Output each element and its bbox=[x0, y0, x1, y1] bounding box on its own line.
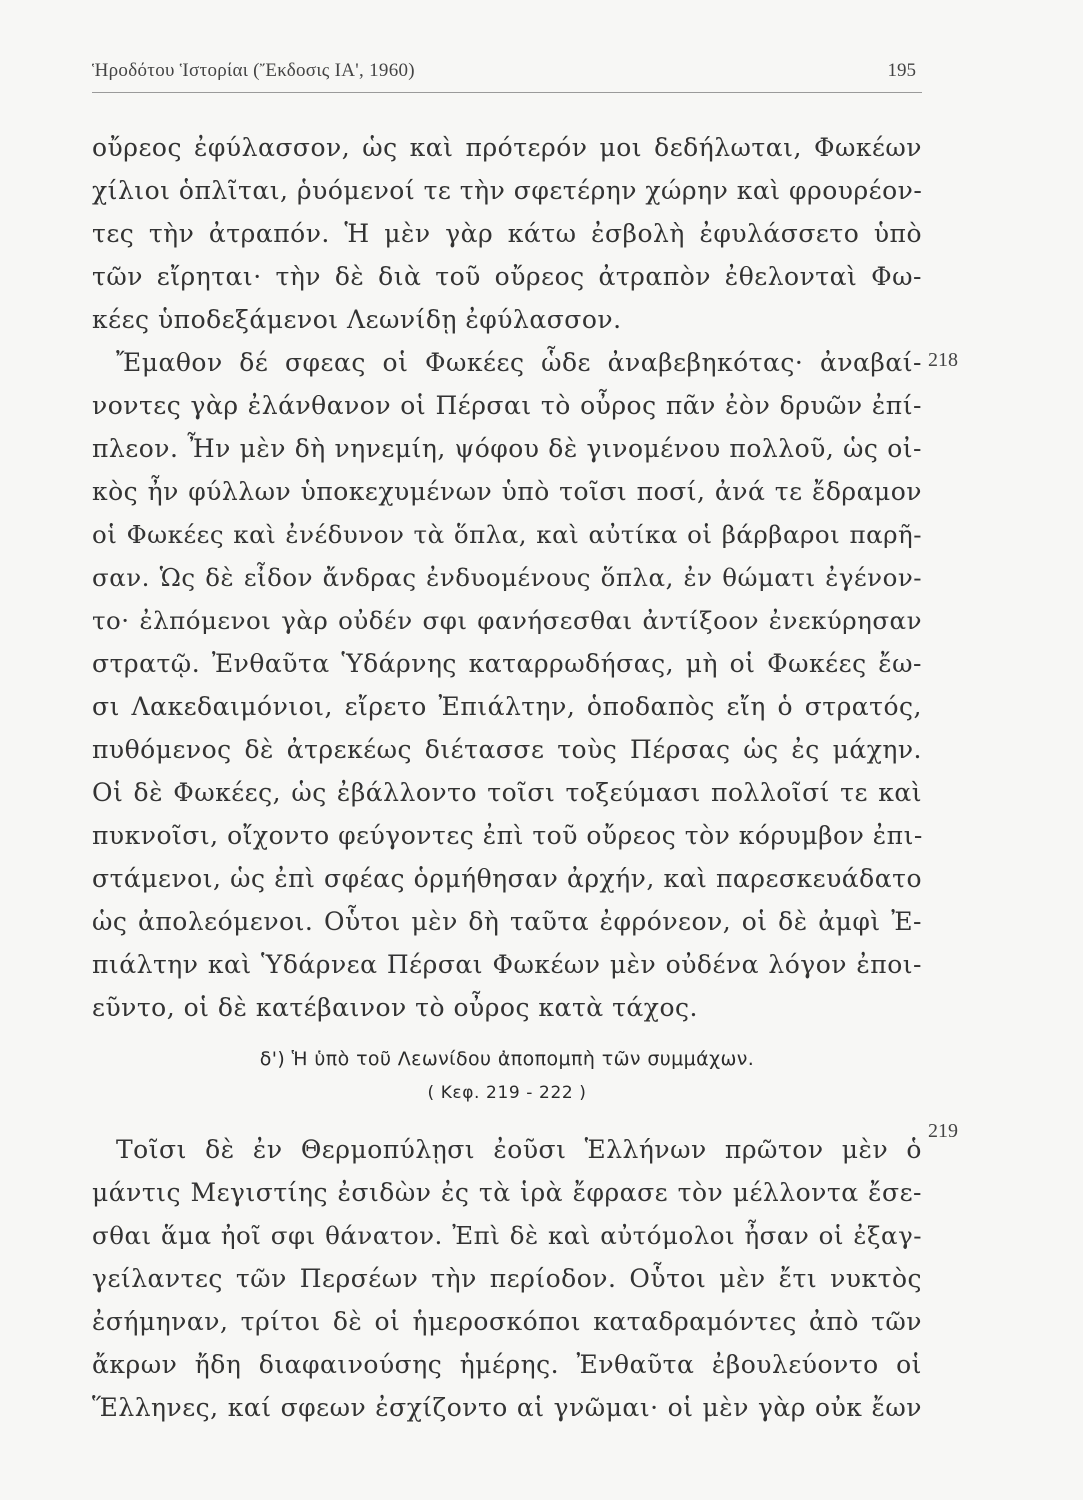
text-line: κέες ὑποδεξάμενοι Λεωνίδῃ ἐφύλασσον. bbox=[92, 305, 622, 334]
text-line: τες τὴν ἀτραπόν. Ἡ μὲν γὰρ κάτω ἐσβολὴ ἐφυλάσσετο ὑπὸ bbox=[92, 219, 922, 248]
margin-chapter-number: 219 bbox=[928, 1120, 958, 1142]
page-number: 195 bbox=[887, 60, 916, 81]
text-line: στάμενοι, ὡς ἐπὶ σφέας ὁρμήθησαν ἀρχήν, καὶ παρεσκευάδατο bbox=[92, 864, 922, 893]
text-line: στρατῷ. Ἐνθαῦτα Ὑδάρνης καταρρωδήσας, μὴ οἱ Φωκέες ἔω- bbox=[92, 649, 922, 678]
text-line: πυκνοῖσι, οἴχοντο φεύγοντες ἐπὶ τοῦ οὔρεος τὸν κόρυμβον ἐπι- bbox=[92, 821, 923, 850]
text-line: νοντες γὰρ ἐλάνθανον οἱ Πέρσαι τὸ οὖρος πᾶν ἐὸν δρυῶν ἐπί- bbox=[92, 391, 922, 420]
text-line: Ἔμαθον δέ σφεας οἱ Φωκέες ὧδε ἀναβεβηκότας· ἀναβαί- bbox=[116, 348, 922, 377]
text-line: ὡς ἀπολεόμενοι. Οὗτοι μὲν δὴ ταῦτα ἐφρόνεον, οἱ δὲ ἀμφὶ Ἐ- bbox=[92, 907, 922, 936]
text-line: τῶν εἴρηται· τὴν δὲ διὰ τοῦ οὔρεος ἀτραπὸν ἐθελονταὶ Φω- bbox=[92, 262, 922, 291]
margin-chapter-number: 218 bbox=[928, 349, 958, 371]
text-line: οὔρεος ἐφύλασσον, ὡς καὶ πρότερόν μοι δεδήλωται, Φωκέων bbox=[92, 133, 922, 162]
text-line: ἄκρων ἤδη διαφαινούσης ἡμέρης. Ἐνθαῦτα ἐβουλεύοντο οἱ bbox=[92, 1350, 922, 1379]
text-line: πυθόμενος δὲ ἀτρεκέως διέτασσε τοὺς Πέρσας ὡς ἐς μάχην. bbox=[92, 735, 922, 764]
text-line: χίλιοι ὁπλῖται, ῥυόμενοί τε τὴν σφετέρην χώρην καὶ φρουρέον- bbox=[92, 176, 923, 205]
text-line: Ἕλληνες, καί σφεων ἐσχίζοντο αἱ γνῶμαι· οἱ μὲν γὰρ οὐκ ἔων bbox=[92, 1393, 922, 1422]
text-line: γείλαντες τῶν Περσέων τὴν περίοδον. Οὗτοι μὲν ἔτι νυκτὸς bbox=[92, 1264, 922, 1293]
text-line: οἱ Φωκέες καὶ ἐνέδυνον τὰ ὅπλα, καὶ αὐτίκα οἱ βάρβαροι παρῆ- bbox=[92, 520, 922, 549]
text-line: σαν. Ὡς δὲ εἶδον ἄνδρας ἐνδυομένους ὅπλα, ἐν θώματι ἐγένον- bbox=[92, 563, 922, 592]
text-line: το· ἐλπόμενοι γὰρ οὐδέν σφι φανήσεσθαι ἀντίξοον ἐνεκύρησαν bbox=[92, 606, 922, 635]
text-line: Οἱ δὲ Φωκέες, ὡς ἐβάλλοντο τοῖσι τοξεύμασι πολλοῖσί τε καὶ bbox=[92, 778, 922, 807]
text-line: σι Λακεδαιμόνιοι, εἴρετο Ἐπιάλτην, ὁποδαπὸς εἴη ὁ στρατός, bbox=[92, 692, 922, 721]
text-line: σθαι ἅμα ἠοῖ σφι θάνατον. Ἐπὶ δὲ καὶ αὐτόμολοι ἦσαν οἱ ἐξαγ- bbox=[92, 1221, 922, 1250]
text-line: εῦντο, οἱ δὲ κατέβαινον τὸ οὖρος κατὰ τάχος. bbox=[92, 993, 698, 1022]
page-header bbox=[92, 58, 922, 88]
text-line: μάντις Μεγιστίης ἐσιδὼν ἐς τὰ ἱρὰ ἔφρασε τὸν μέλλοντα ἔσε- bbox=[92, 1178, 922, 1207]
text-line: Τοῖσι δὲ ἐν Θερμοπύλῃσι ἐοῦσι Ἑλλήνων πρῶτον μὲν ὁ bbox=[116, 1135, 922, 1164]
section-heading: δ') Ἡ ὑπὸ τοῦ Λεωνίδου ἀποπομπὴ τῶν συμμάχων. bbox=[259, 1048, 755, 1070]
text-line: πλεον. Ἦν μὲν δὴ νηνεμίη, ψόφου δὲ γινομένου πολλοῦ, ὡς οἰ- bbox=[92, 434, 922, 463]
text-line: ἐσήμηναν, τρίτοι δὲ οἱ ἡμεροσκόποι καταδραμόντες ἀπὸ τῶν bbox=[92, 1307, 922, 1336]
text-line: πιάλτην καὶ Ὑδάρνεα Πέρσαι Φωκέων μὲν οὐδένα λόγον ἐποι- bbox=[92, 950, 922, 979]
section-subheading: ( Κεφ. 219 - 222 ) bbox=[427, 1083, 587, 1103]
running-title: Ἡροδότου Ἱστορίαι (Ἔκδοσις ΙΑ', 1960) bbox=[92, 60, 415, 81]
text-line: κὸς ἦν φύλλων ὑποκεχυμένων ὑπὸ τοῖσι ποσί, ἀνά τε ἔδραμον bbox=[92, 477, 922, 506]
header-rule bbox=[92, 92, 922, 93]
